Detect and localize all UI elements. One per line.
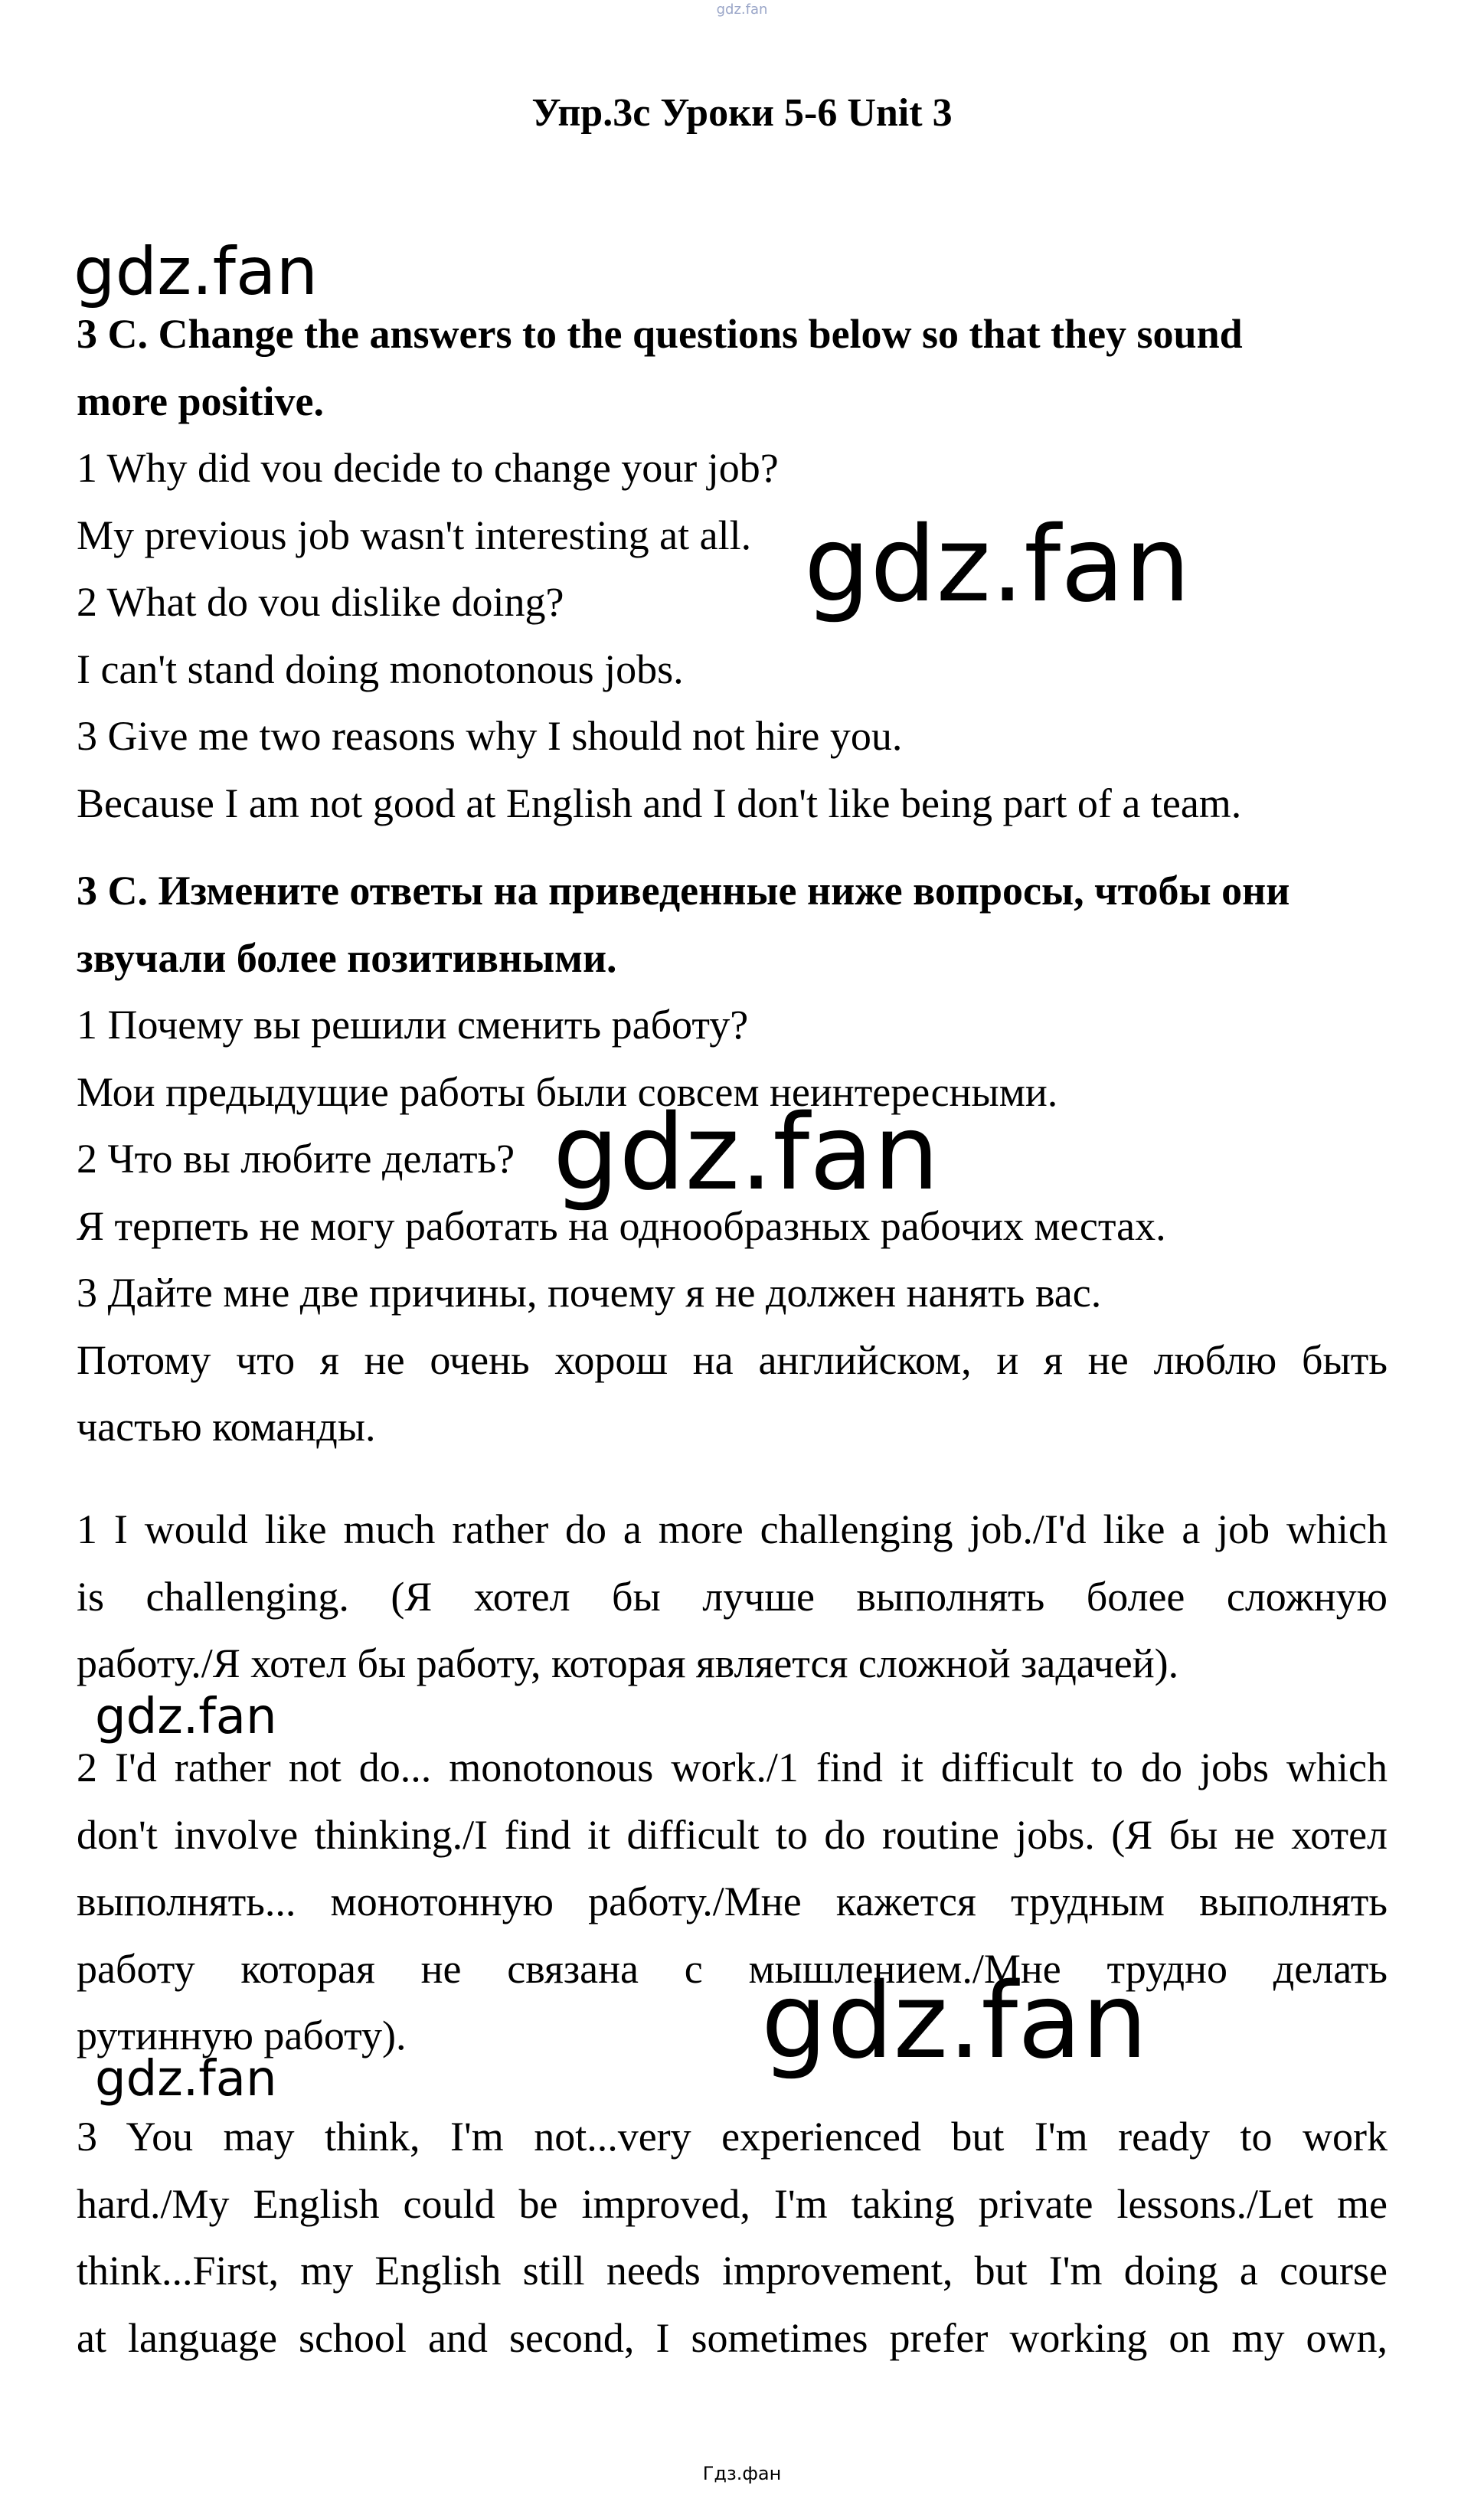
page-title: Упр.3с Уроки 5-6 Unit 3 — [531, 91, 953, 135]
english-question-1: 1 Why did vou decide to change your job? — [77, 445, 779, 491]
russian-answer-2: Я терпеть не могу работать на однообразных рабочих местах. — [77, 1202, 1166, 1249]
answer-1 — [77, 1496, 1388, 1698]
watermark-6: gdz.fan — [95, 2051, 277, 2108]
russian-answer-3-line-2: частью команды. — [77, 1404, 376, 1450]
top-watermark: gdz.fan — [716, 2, 768, 18]
answer-2-line-1: 2 I'd rather not do... monotonous work./1 find it difficult to do jobs which — [77, 1745, 1388, 1790]
english-answer-2: I can't stand doing monotonous jobs. — [77, 646, 684, 692]
english-answer-1: My previous job wasn't interesting at all. — [77, 512, 752, 558]
english-question-2: 2 What do vou dislike doing? — [77, 579, 564, 625]
answer-1-line-1: 1 I would like much rather do a more challenging job./I'd like a job which — [77, 1506, 1388, 1552]
russian-question-3: 3 Дайте мне две причины, почему я не должен нанять вас. — [77, 1270, 1102, 1316]
russian-answer-1: Мои предыдущие работы были совсем неинтересными. — [77, 1068, 1058, 1115]
watermark-5: gdz.fan — [761, 1961, 1148, 2082]
russian-question-1: 1 Почему вы решили сменить работу? — [77, 1002, 749, 1048]
answer-3-line-2: hard./My English could be improved, I'm taking private lessons./Let me — [77, 2180, 1388, 2227]
answer-2-line-4: работу которая не связана с мышлением./Мне трудно делать — [77, 1945, 1388, 1992]
russian-answer-3-line-1: Потому что я не очень хорош на английском, и я не люблю быть — [77, 1336, 1388, 1383]
watermark-1: gdz.fan — [74, 234, 319, 310]
answer-1-line-3: работу./Я хотел бы работу, которая является сложной задачей). — [77, 1640, 1179, 1686]
english-question-3: 3 Give me two reasons why I should not hire you. — [77, 713, 903, 759]
english-heading-line-2: more positive. — [77, 378, 324, 424]
english-heading-line-1: 3 C. Change the answers to the questions below so that they sound — [77, 311, 1243, 357]
answer-2-line-3: выполнять... монотонную работу./Мне кажется трудным выполнять — [77, 1879, 1388, 1924]
answer-3-line-4: at language school and second, I sometimes prefer working on my own, — [77, 2314, 1388, 2361]
watermark-3: gdz.fan — [553, 1093, 940, 1214]
answer-1-line-2: is challenging. (Я хотел бы лучше выполнять более сложную — [77, 1573, 1388, 1620]
russian-heading-line-2: звучали более позитивными. — [77, 934, 617, 981]
russian-heading-line-1: 3 С. Измените ответы на приведенные ниже вопросы, чтобы они — [77, 868, 1290, 914]
footer-text: Гдз.фан — [702, 2463, 782, 2484]
watermark-2: gdz.fan — [804, 505, 1191, 626]
english-task — [77, 301, 1388, 837]
answer-2-line-2: don't involve thinking./I find it difficult to do routine jobs. (Я бы не хотел — [77, 1811, 1388, 1858]
watermark-4: gdz.fan — [95, 1689, 277, 1745]
russian-question-2: 2 Что вы любите делать? — [77, 1136, 515, 1182]
answer-3-line-1: 3 You may think, I'm not...very experienced but I'm ready to work — [77, 2114, 1388, 2160]
answer-3 — [77, 2104, 1388, 2372]
english-answer-3: Because I am not good at English and I don't like being part of a team. — [77, 780, 1242, 826]
answer-2-line-5: рутинную работу). — [77, 2013, 407, 2058]
answer-2 — [77, 1735, 1388, 2070]
answer-3-line-3: think...First, my English still needs improvement, but I'm doing a course — [77, 2248, 1388, 2294]
